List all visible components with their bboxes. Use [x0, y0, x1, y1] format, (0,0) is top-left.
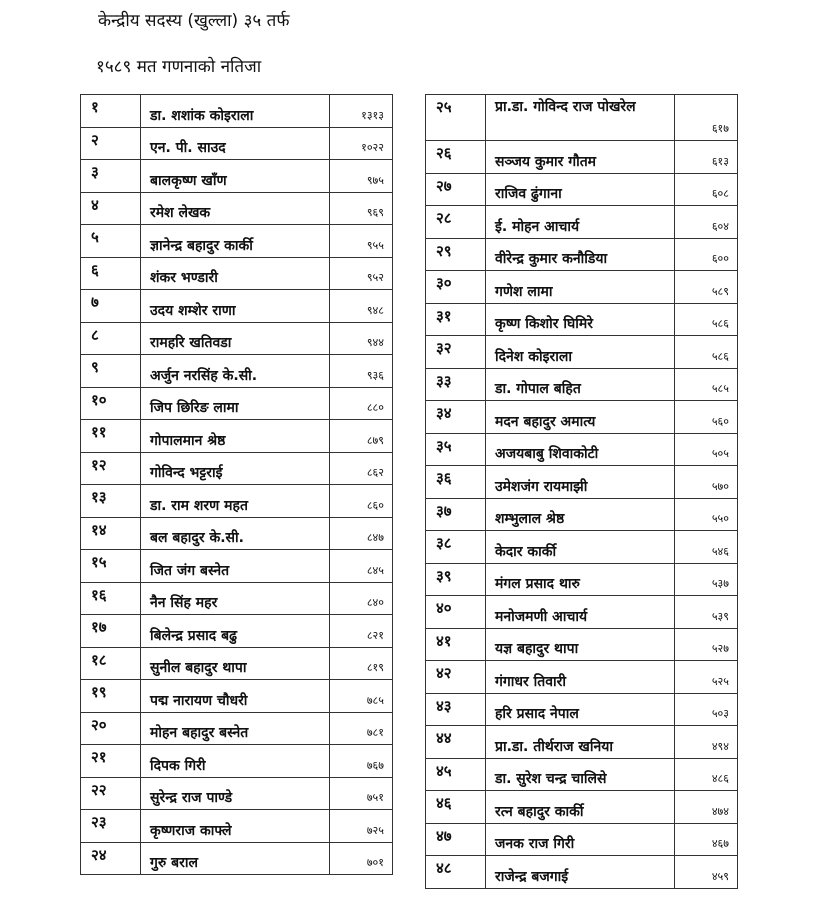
table-row — [81, 745, 393, 778]
vote-count-cell — [330, 225, 393, 258]
candidate-name-cell — [486, 823, 675, 856]
serial-number: ३६ — [426, 466, 486, 499]
table-row — [81, 550, 393, 583]
candidate-name-cell — [486, 856, 675, 889]
candidate-name: अर्जुन नरसिंह के.सी. — [150, 367, 258, 384]
table-row — [81, 485, 393, 518]
candidate-name-cell — [141, 810, 330, 843]
table-row — [81, 842, 393, 875]
candidate-name: डा. शशांक कोइराला — [150, 107, 254, 124]
vote-count-cell — [675, 661, 738, 694]
candidate-name: गुरु बराल — [150, 855, 198, 871]
table-row — [81, 322, 393, 355]
candidate-name-cell — [141, 680, 330, 713]
candidate-name-cell — [486, 791, 675, 824]
vote-count-cell — [330, 387, 393, 420]
serial-number: ३२ — [426, 336, 486, 369]
serial-number: ३३ — [426, 368, 486, 401]
candidate-name-cell — [486, 238, 675, 271]
vote-count-cell — [675, 303, 738, 336]
serial-number: २० — [81, 712, 141, 745]
table-row — [426, 791, 738, 824]
serial-number: ४८ — [426, 856, 486, 889]
vote-count: ९६९ — [366, 206, 384, 219]
serial-number: २८ — [426, 206, 486, 239]
serial-number: ४० — [426, 596, 486, 629]
candidate-name: राजिव ढुंगाना — [495, 186, 562, 202]
serial-number: १८ — [81, 647, 141, 680]
candidate-name: डा. सुरेश चन्द्र चालिसे — [495, 771, 607, 787]
candidate-name: रमेश लेखक — [150, 205, 211, 221]
vote-count-cell — [330, 517, 393, 550]
vote-count: ८४५ — [366, 563, 384, 577]
candidate-name: राजेन्द्र बजगाई — [495, 868, 569, 885]
vote-count: ८७९ — [366, 433, 384, 447]
serial-number: २३ — [81, 810, 141, 843]
candidate-name-cell — [141, 225, 330, 258]
vote-count-cell — [675, 498, 738, 531]
vote-count: ८६२ — [366, 466, 384, 479]
table-row — [81, 712, 393, 745]
table-row — [426, 238, 738, 271]
candidate-name-cell — [141, 127, 330, 160]
candidate-name-cell — [141, 485, 330, 518]
table-row — [81, 95, 393, 128]
candidate-name-cell — [141, 322, 330, 355]
serial-number: १० — [81, 387, 141, 420]
vote-count: ५८६ — [711, 317, 729, 330]
serial-number: ११ — [81, 420, 141, 453]
candidate-name-cell — [486, 498, 675, 531]
vote-count: ५४६ — [711, 544, 729, 558]
page-subtitle: १५८९ मत गणनाको नतिजा — [96, 57, 262, 77]
candidate-name: शंकर भण्डारी — [150, 270, 218, 286]
candidate-name-cell — [486, 466, 675, 499]
serial-number: ८ — [81, 322, 141, 355]
candidate-name: दिनेश कोइराला — [495, 348, 572, 365]
candidate-name-cell — [141, 290, 330, 323]
vote-count: ९३६ — [366, 368, 384, 382]
serial-number: ७ — [81, 290, 141, 323]
candidate-name-cell — [486, 628, 675, 661]
table-row — [81, 387, 393, 420]
vote-count-cell — [330, 127, 393, 160]
vote-count: ७०१ — [366, 856, 384, 869]
vote-count: ५२५ — [711, 674, 729, 688]
vote-count-cell — [675, 693, 738, 726]
candidate-name: कृष्ण किशोर घिमिरे — [495, 316, 594, 332]
table-row — [426, 856, 738, 889]
vote-count: ४६७ — [711, 837, 729, 850]
vote-count-cell — [675, 758, 738, 791]
vote-count: ६१३ — [711, 154, 729, 168]
table-row — [81, 355, 393, 388]
vote-count-cell — [330, 842, 393, 875]
candidate-name-cell — [486, 303, 675, 336]
candidate-name: हरि प्रसाद नेपाल — [495, 706, 579, 722]
candidate-name: मोहन बहादुर बस्नेत — [150, 725, 249, 741]
candidate-name: कृष्णराज काफ्ले — [150, 822, 232, 839]
vote-count: ७२५ — [366, 823, 384, 837]
serial-number: १२ — [81, 452, 141, 485]
vote-count: ७५१ — [366, 791, 384, 804]
candidate-name-cell — [486, 401, 675, 434]
serial-number: ३७ — [426, 498, 486, 531]
table-row — [81, 452, 393, 485]
candidate-name-cell — [486, 206, 675, 239]
serial-number: ४४ — [426, 726, 486, 759]
serial-number: ४५ — [426, 758, 486, 791]
vote-count-cell — [675, 206, 738, 239]
serial-number: ५ — [81, 225, 141, 258]
vote-count-cell — [675, 563, 738, 596]
table-row — [81, 517, 393, 550]
serial-number: ४ — [81, 192, 141, 225]
table-row — [81, 225, 393, 258]
vote-count: ५७० — [711, 479, 729, 493]
serial-number: २१ — [81, 745, 141, 778]
vote-count: ८४७ — [366, 531, 384, 544]
vote-count: ५०५ — [711, 447, 729, 460]
serial-number: २ — [81, 127, 141, 160]
candidate-name-cell — [141, 777, 330, 810]
table-row — [426, 466, 738, 499]
candidate-name: केदार कार्की — [495, 543, 557, 560]
vote-count: ५५० — [711, 512, 729, 525]
serial-number: २५ — [426, 95, 486, 141]
candidate-name: जनक राज गिरी — [495, 836, 575, 852]
candidate-name: उदय शम्शेर राणा — [150, 302, 236, 319]
vote-count: ५८९ — [711, 284, 729, 298]
serial-number: ३५ — [426, 433, 486, 466]
vote-count: ४५९ — [711, 869, 729, 883]
candidate-name-cell — [141, 647, 330, 680]
candidate-name-cell — [486, 661, 675, 694]
candidate-name: प्रा.डा. तीर्थराज खनिया — [495, 738, 613, 755]
vote-count: ८४० — [366, 596, 384, 609]
vote-count: ७६७ — [366, 758, 384, 772]
vote-count-cell — [675, 141, 738, 174]
serial-number: ३८ — [426, 531, 486, 564]
vote-count-cell — [675, 531, 738, 564]
serial-number: १६ — [81, 582, 141, 615]
candidate-name: एन. पी. साउद — [150, 140, 226, 156]
serial-number: ९ — [81, 355, 141, 388]
table-row — [426, 141, 738, 174]
candidate-name: पद्म नारायण चौधरी — [150, 692, 248, 709]
vote-count: १०२२ — [361, 141, 384, 154]
candidate-name-cell — [141, 192, 330, 225]
candidate-name-cell — [486, 141, 675, 174]
candidate-name: दिपक गिरी — [150, 757, 206, 774]
vote-count-cell — [330, 192, 393, 225]
candidate-name-cell — [141, 355, 330, 388]
table-row — [81, 680, 393, 713]
serial-number: ४७ — [426, 823, 486, 856]
serial-number: ४१ — [426, 628, 486, 661]
candidate-name-cell — [141, 387, 330, 420]
table-row — [426, 758, 738, 791]
table-row — [81, 777, 393, 810]
candidate-name: बिलेन्द्र प्रसाद बढु — [150, 627, 237, 644]
candidate-name-cell — [141, 615, 330, 648]
table-row — [426, 173, 738, 206]
vote-count-cell — [330, 810, 393, 843]
candidate-name: ई. मोहन आचार्य — [495, 218, 580, 235]
serial-number: ३४ — [426, 401, 486, 434]
candidate-name: मदन बहादुर अमात्य — [495, 413, 596, 430]
candidate-name-cell — [486, 596, 675, 629]
vote-count-cell — [330, 355, 393, 388]
serial-number: १३ — [81, 485, 141, 518]
candidate-name: सुरेन्द्र राज पाण्डे — [150, 790, 233, 806]
vote-count: ८६० — [366, 498, 384, 512]
vote-count: ६०४ — [711, 219, 729, 233]
candidate-name-cell — [141, 842, 330, 875]
candidate-name-cell — [486, 531, 675, 564]
table-row — [426, 726, 738, 759]
table-row — [426, 368, 738, 401]
candidate-name-cell — [141, 745, 330, 778]
vote-count-cell — [330, 680, 393, 713]
vote-count: ९५२ — [366, 271, 384, 284]
serial-number: २६ — [426, 141, 486, 174]
table-row — [426, 823, 738, 856]
vote-count-cell — [675, 726, 738, 759]
vote-count-cell — [330, 582, 393, 615]
serial-number: २४ — [81, 842, 141, 875]
candidate-name: नैन सिंह महर — [150, 595, 218, 611]
vote-count: ८१९ — [366, 661, 384, 674]
serial-number: ३९ — [426, 563, 486, 596]
serial-number: १४ — [81, 517, 141, 550]
vote-count-cell — [330, 550, 393, 583]
table-row — [81, 192, 393, 225]
vote-count: ८८० — [366, 401, 384, 414]
vote-count-cell — [330, 322, 393, 355]
candidate-name-cell — [486, 726, 675, 759]
candidate-name: उमेशजंग रायमाझी — [495, 478, 588, 495]
table-row — [426, 628, 738, 661]
candidate-name-cell — [486, 271, 675, 304]
table-row — [81, 615, 393, 648]
table-row — [426, 433, 738, 466]
vote-count: ७८५ — [366, 693, 384, 707]
page-title: केन्द्रीय सदस्य (खुल्ला) ३५ तर्फ — [98, 11, 290, 31]
table-row — [81, 290, 393, 323]
serial-number: १ — [81, 95, 141, 128]
table-row — [81, 647, 393, 680]
vote-count: ७८१ — [366, 726, 384, 739]
serial-number: ४२ — [426, 661, 486, 694]
serial-number: १७ — [81, 615, 141, 648]
candidate-name: शम्भुलाल श्रेष्ठ — [495, 511, 565, 527]
serial-number: २९ — [426, 238, 486, 271]
candidate-name-cell — [141, 550, 330, 583]
table-row — [426, 498, 738, 531]
serial-number: ४३ — [426, 693, 486, 726]
candidate-name-cell — [486, 173, 675, 206]
vote-count: ६०८ — [711, 187, 729, 200]
candidate-name: सुनील बहादुर थापा — [150, 660, 247, 676]
vote-count-cell — [330, 420, 393, 453]
candidate-name-cell — [141, 712, 330, 745]
candidate-name: वीरेन्द्र कुमार कनौडिया — [495, 251, 608, 267]
vote-count: ४८६ — [711, 772, 729, 785]
candidate-name: मंगल प्रसाद थारु — [495, 576, 580, 592]
vote-count-cell — [675, 336, 738, 369]
vote-count: ८२१ — [366, 628, 384, 642]
vote-count-cell — [330, 160, 393, 193]
vote-count-cell — [330, 615, 393, 648]
candidate-name-cell — [486, 693, 675, 726]
vote-count: ६०० — [711, 252, 729, 265]
vote-count-cell — [675, 368, 738, 401]
table-row — [81, 127, 393, 160]
vote-count: ५६० — [711, 414, 729, 428]
vote-count-cell — [330, 290, 393, 323]
candidate-name-cell — [486, 368, 675, 401]
serial-number: ४६ — [426, 791, 486, 824]
vote-count-cell — [675, 433, 738, 466]
candidate-name-cell — [486, 95, 675, 141]
serial-number: ३० — [426, 271, 486, 304]
serial-number: २७ — [426, 173, 486, 206]
table-row — [426, 336, 738, 369]
vote-count-cell — [675, 823, 738, 856]
vote-count: ६१७ — [711, 122, 729, 135]
candidate-name-cell — [486, 433, 675, 466]
vote-count-cell — [675, 238, 738, 271]
candidate-name-cell — [141, 517, 330, 550]
candidate-name-cell — [141, 160, 330, 193]
vote-count: ४७४ — [711, 804, 729, 818]
candidate-name-cell — [141, 420, 330, 453]
results-table-left — [80, 94, 393, 875]
candidate-name: रत्न बहादुर कार्की — [495, 803, 584, 820]
table-row — [426, 661, 738, 694]
candidate-name: गोविन्द भट्टराई — [150, 465, 223, 481]
vote-count-cell — [330, 452, 393, 485]
vote-count-cell — [675, 466, 738, 499]
vote-count: ९४८ — [366, 303, 384, 317]
vote-count-cell — [330, 95, 393, 128]
vote-count-cell — [330, 712, 393, 745]
candidate-name-cell — [486, 563, 675, 596]
table-row — [426, 531, 738, 564]
table-row — [81, 257, 393, 290]
vote-count-cell — [675, 628, 738, 661]
vote-count-cell — [675, 596, 738, 629]
serial-number: १९ — [81, 680, 141, 713]
candidate-name: बल बहादुर के.सी. — [150, 530, 244, 546]
candidate-name-cell — [141, 452, 330, 485]
table-row — [426, 563, 738, 596]
serial-number: ३ — [81, 160, 141, 193]
candidate-name: सञ्जय कुमार गौतम — [495, 153, 597, 170]
table-row — [426, 271, 738, 304]
vote-count-cell — [330, 777, 393, 810]
table-row — [81, 582, 393, 615]
table-row — [426, 303, 738, 336]
table-row — [426, 95, 738, 141]
table-row — [81, 160, 393, 193]
candidate-name-cell — [486, 758, 675, 791]
results-table-right — [425, 94, 738, 889]
candidate-name: बालकृष्ण खाँण — [150, 172, 227, 189]
vote-count: ५३९ — [711, 609, 729, 623]
candidate-name: ज्ञानेन्द्र बहादुर कार्की — [150, 237, 253, 254]
candidate-name-cell — [486, 336, 675, 369]
candidate-name: रामहरि खतिवडा — [150, 335, 232, 351]
candidate-name: गंगाधर तिवारी — [495, 673, 566, 690]
candidate-name: गणेश लामा — [495, 283, 553, 300]
serial-number: ६ — [81, 257, 141, 290]
vote-count: ५८५ — [711, 382, 729, 395]
vote-count-cell — [675, 271, 738, 304]
table-row — [426, 596, 738, 629]
vote-count-cell — [675, 173, 738, 206]
table-row — [81, 420, 393, 453]
table-row — [426, 693, 738, 726]
vote-count-cell — [330, 647, 393, 680]
candidate-name: यज्ञ बहादुर थापा — [495, 641, 579, 657]
vote-count: ५२७ — [711, 642, 729, 655]
vote-count-cell — [330, 257, 393, 290]
serial-number: २२ — [81, 777, 141, 810]
vote-count-cell — [675, 791, 738, 824]
vote-count-cell — [675, 401, 738, 434]
vote-count-cell — [330, 485, 393, 518]
candidate-name: डा. गोपाल बहित — [495, 381, 581, 397]
vote-count: ४९४ — [711, 739, 729, 753]
vote-count: ९५५ — [366, 238, 384, 252]
candidate-name: अजयबाबु शिवाकोटी — [495, 446, 599, 462]
table-row — [81, 810, 393, 843]
candidate-name: गोपालमान श्रेष्ठ — [150, 432, 226, 449]
vote-count: १३१३ — [361, 108, 384, 122]
candidate-name-cell — [141, 95, 330, 128]
serial-number: १५ — [81, 550, 141, 583]
vote-count-cell — [675, 95, 738, 141]
vote-count-cell — [675, 856, 738, 889]
candidate-name: जित जंग बस्नेत — [150, 562, 230, 579]
candidate-name: जिप छिरिङ लामा — [150, 400, 239, 416]
candidate-name: प्रा.डा. गोविन्द राज पोखरेल — [495, 99, 636, 115]
table-row — [426, 206, 738, 239]
serial-number: ३१ — [426, 303, 486, 336]
vote-count: ९७५ — [366, 173, 384, 187]
vote-count: ५३७ — [711, 577, 729, 590]
candidate-name-cell — [141, 582, 330, 615]
vote-count-cell — [330, 745, 393, 778]
vote-count: ५८६ — [711, 349, 729, 363]
candidate-name-cell — [141, 257, 330, 290]
vote-count: ५०३ — [711, 707, 729, 720]
table-row — [426, 401, 738, 434]
candidate-name: मनोजमणी आचार्य — [495, 608, 588, 625]
vote-count: ९४४ — [366, 336, 384, 349]
candidate-name: डा. राम शरण महत — [150, 497, 248, 514]
